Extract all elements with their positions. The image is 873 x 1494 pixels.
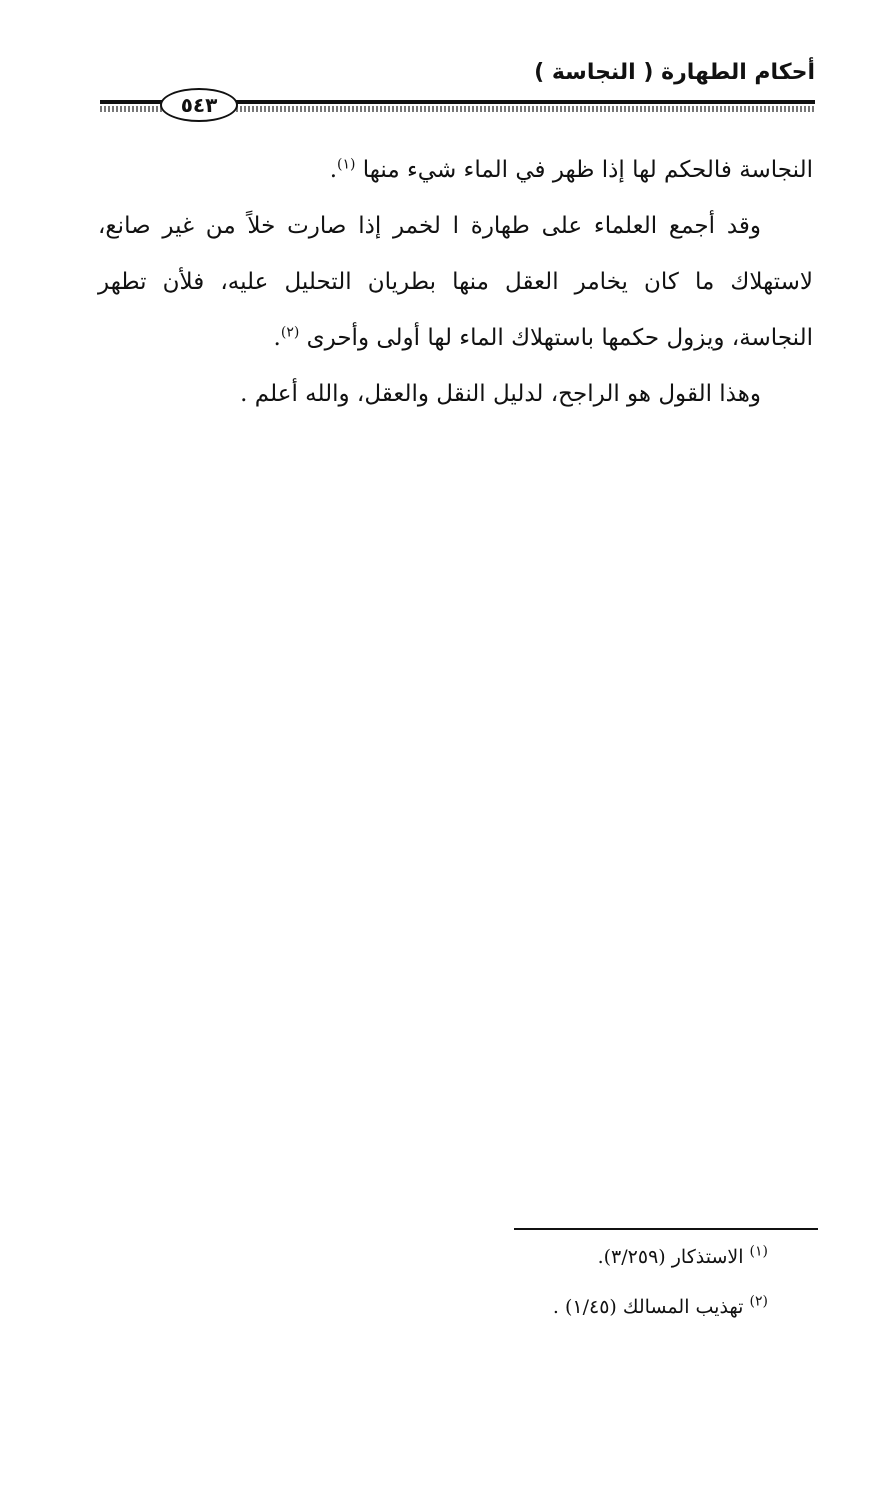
footnote-1-text: الاستذكار (٣/٢٥٩). bbox=[597, 1246, 744, 1268]
paragraph-1 bbox=[98, 142, 813, 198]
footnote-1 bbox=[553, 1232, 768, 1282]
footnote-1-number: (١) bbox=[749, 1243, 768, 1260]
body-text bbox=[98, 142, 813, 422]
running-header: أحكام الطهارة ( النجاسة ) bbox=[534, 60, 815, 85]
paragraph-1-end: . bbox=[329, 157, 338, 183]
footnote-ref-2: (٢) bbox=[280, 324, 300, 341]
paragraph-1-text: النجاسة فالحكم لها إذا ظهر في الماء شيء منها bbox=[362, 157, 813, 183]
page-number: ٥٤٣ bbox=[160, 88, 238, 122]
footnote-2 bbox=[553, 1282, 768, 1332]
footnote-ref-1: (١) bbox=[337, 156, 356, 173]
footnote-2-text: تهذيب المسالك (١/٤٥) . bbox=[552, 1296, 744, 1318]
paragraph-2 bbox=[98, 198, 813, 366]
footnote-2-number: (٢) bbox=[749, 1293, 768, 1310]
paragraph-3 bbox=[98, 366, 813, 422]
paragraph-2-end: . bbox=[273, 325, 281, 351]
paragraph-2-text: وقد أجمع العلماء على طهارة ا لخمر إذا صارت خلاً من غير صانع، لاستهلاك ما كان يخامر العقل منها بطريان التحليل عليه، فلأن تطهر النجاسة، ويزول حكمها باستهلاك الماء لها أولى وأحرى bbox=[98, 213, 813, 351]
footnotes bbox=[553, 1228, 768, 1332]
paragraph-3-text: وهذا القول هو الراجح، لدليل النقل والعقل، والله أعلم . bbox=[240, 381, 761, 407]
